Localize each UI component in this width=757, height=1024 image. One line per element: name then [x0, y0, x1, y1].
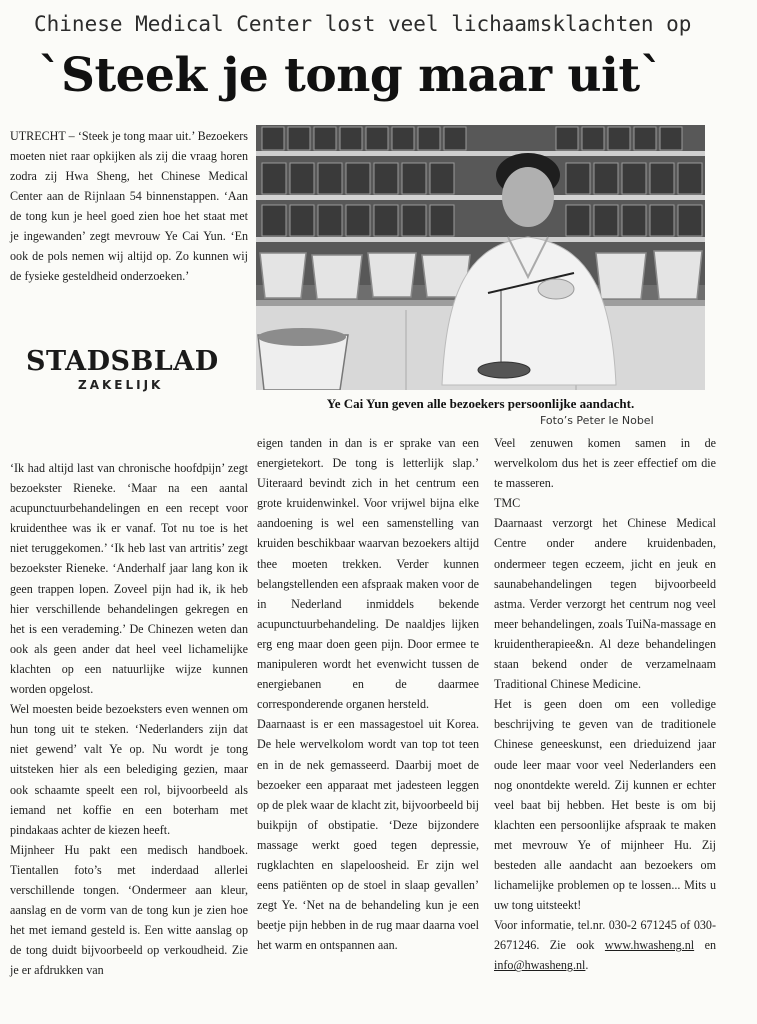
stadsblad-logo [26, 346, 226, 392]
intro-paragraph [10, 126, 248, 286]
intro-text-1: UTRECHT – ‘Steek je tong maar uit.’ Bezoekers moeten niet raar opkijken als zij die vraag horen zodra zij Hwa Sheng, het Chinese Medical Center aan de [10, 129, 248, 203]
logo-sub: ZAKELIJK [78, 378, 164, 392]
article-column-1 [10, 458, 248, 980]
contact-text-1: Voor informatie, tel.nr. 030-2 671245 of 030-2671246. Zie ook [494, 918, 716, 953]
column-3-subheading: TMC [494, 496, 521, 511]
intro-text-2: binnenstappen. ‘Aan de tong kun je heel goed zien hoe het staat met je ingewanden’ zegt mevrouw Ye Cai Yun. ‘En ook de pols nemen wij altijd op. Zo kunnen wij de fysieke gesteldheid onderzoeken.’ [10, 189, 248, 283]
column-1-paragraph-1: ‘Ik had altijd last van chronische hoofdpijn’ zegt bezoekster Rieneke. ‘Maar na een aantal acupunctuurbehandelingen en een recept voor kruidenthee was ik er vanaf. Tot nu toe is het niet teruggekomen.’ ‘Ik heb last van artritis’ zegt bezoekster Rieneke. ‘Anderhalf jaar lang kon ik geen trappen lopen. Zoveel pijn had ik, ik heb hier verschillende behandelingen gekregen en het is een verademing.’ De Chinezen weten dan ook als geen ander dat heel veel lichamelijke klachten op een natuurlijke wijze kunnen worden opgelost. [10, 461, 248, 697]
article-photo [256, 125, 705, 390]
contact-text-3: . [585, 958, 589, 973]
contact-info [494, 915, 716, 975]
column-1-paragraph-2: Wel moesten beide bezoeksters even wennen om hun tong uit te steken. ‘Nederlanders zijn dat niet gewend’ valt Ye op. Nu wordt je tong uitsteken hier als een belediging gezien, maar ook schaamte speelt een rol, bijvoorbeeld als iemand net koffie en een boterham met pindakaas achter de kiezen heeft. [10, 702, 248, 837]
article-column-3 [494, 433, 716, 976]
column-2-paragraph-1: eigen tanden in dan is er sprake van een energietekort. De tong is letterlijk slap.’ Uiteraard bevindt zich in het centrum een grote kruidenwinkel. Voor vrijwel bijna elke aandoening is wel een samenstelling van kruiden beschikbaar waarvan bezoekers altijd thee moeten trekken. Verder kunnen belangstellenden een afspraak maken voor de in Nederland inmiddels bekende acupunctuurbehandeling. De naaldjes lijken erg eng maar doen geen pijn. Door ermee te manipuleren wordt het evenwicht tussen de energiebanen en de daarmee corresponderende organen hersteld. [257, 436, 479, 712]
contact-text-2: en [694, 938, 716, 953]
address-text: Rijnlaan 54 [84, 189, 142, 203]
photo-credit: Foto’s Peter le Nobel [540, 414, 654, 427]
column-3-paragraph-2: Daarnaast verzorgt het Chinese Medical Centre onder andere kruidenbaden, ondermeer tegen eczeem, jicht en jeuk en saunabehandelingen tegen bijvoorbeeld astma. Verder verzorgt het centrum nog veel meer behandelingen, zoals TuiNa-massage en kruidentherapiee&n. Al deze behandelingen staan bekend onder de verzamelnaam Traditional Chinese Medicine. [494, 516, 716, 692]
website-link[interactable]: www.hwasheng.nl [604, 938, 695, 953]
kicker: Chinese Medical Center lost veel lichaamsklachten op [34, 12, 692, 36]
headline: `Steek je tong maar uit` [38, 48, 663, 103]
column-2-paragraph-2: Daarnaast is er een massagestoel uit Korea. De hele wervelkolom wordt van top tot teen en in de nek gemasseerd. Daarbij moet de bezoeker een apparaat met jadesteen leggen op de plek waar de klacht zit, bijvoorbeeld bij buikpijn of obstipatie. ‘Deze bijzondere massage werkt goed tegen depressie, rugklachten en slapeloosheid. Er zijn wel eens patiënten op de stoel in slaap gevallen’ zegt Ye. ‘Net na de behandeling kun je een beetje pijn hebben in de rug maar daarna voel het warm en ontspannen aan. [257, 717, 479, 953]
logo-name: STADSBLAD [26, 346, 219, 377]
article-column-2 [257, 433, 479, 955]
column-3-paragraph-3: Het is geen doen om een volledige beschrijving te geven van de traditionele Chinese geneeskunst, een drieduizend jaar oude leer maar voor veel Nederlanders een nog onontdekte wereld. Zij kunnen er echter veel baat bij hebben. Het beste is om bij klachten een persoonlijke afspraak te maken met mevrouw Ye of mijnheer Hu. Zij besteden alle aandacht aan bezoekers om lichamelijke problemen op te lossen... Mits u uw tong uitsteekt! [494, 697, 716, 913]
column-1-paragraph-3: Mijnheer Hu pakt een medisch handboek. Tientallen foto’s met inderdaad allerlei verschillende tongen. ‘Ondermeer aan kleur, aanslag en de vorm van de tong kun je zien hoe het met iemand gesteld is. Een witte aanslag op de tong duidt bijvoorbeeld op verkoudheid. Zie je er afdrukken van [10, 842, 248, 978]
column-3-paragraph-1: Veel zenuwen komen samen in de wervelkolom dus het is zeer effectief om die te masseren. [494, 436, 716, 491]
photo-caption: Ye Cai Yun geven alle bezoekers persoonlijke aandacht. [326, 396, 635, 411]
email-link[interactable]: info@hwasheng.nl [494, 958, 586, 973]
